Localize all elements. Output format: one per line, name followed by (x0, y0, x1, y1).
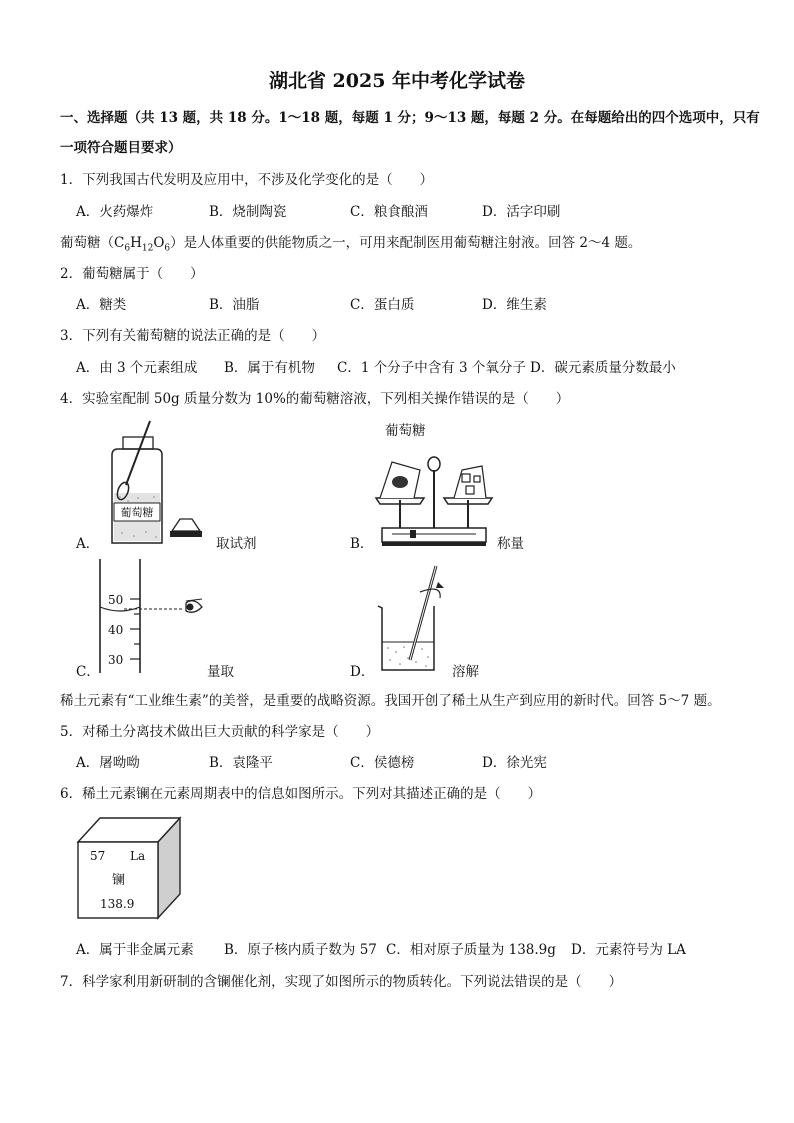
question-6-option-a: A．属于非金属元素 (76, 942, 194, 958)
reagent-jar-illustration (100, 415, 210, 550)
question-1-option-c: C．粮食酿酒 (350, 204, 428, 220)
figure-a-letter: A． (76, 536, 100, 552)
balance-illustration (370, 440, 496, 550)
figure-b-caption: 称量 (497, 536, 524, 552)
section-header-line2: 一项符合题目要求） (60, 140, 182, 156)
rare-earth-intro: 稀土元素有“工业维生素”的美誉，是重要的战略资源。我国开创了稀土从生产到应用的新时代。回答 5～7 题。 (60, 693, 721, 709)
question-2-option-d: D．维生素 (482, 297, 547, 313)
figure-c-caption: 量取 (207, 664, 234, 680)
question-7-stem: 7．科学家利用新研制的含镧催化剂，实现了如图所示的物质转化。下列说法错误的是（ ） (60, 974, 623, 990)
page-title: 湖北省 2025 年中考化学试卷 (268, 70, 526, 92)
element-name: 镧 (112, 873, 126, 888)
element-tile-lanthanum (74, 812, 184, 924)
question-5-option-b: B．袁隆平 (209, 755, 273, 771)
question-1-stem: 1．下列我国古代发明及应用中，不涉及化学变化的是（ ） (60, 172, 434, 188)
question-1-option-d: D．活字印刷 (482, 204, 561, 220)
question-6-option-d: D．元素符号为 LA (571, 942, 686, 958)
question-2-option-c: C．蛋白质 (350, 297, 415, 313)
figure-d-letter: D． (350, 664, 375, 680)
question-5-option-a: A．屠呦呦 (76, 755, 140, 771)
question-1-option-a: A．火药爆炸 (76, 204, 154, 220)
question-2-option-a: A．糖类 (76, 297, 127, 313)
question-5-option-c: C．侯德榜 (350, 755, 415, 771)
section-header-line1: 一、选择题（共 13 题，共 18 分。1～18 题，每题 1 分；9～13 题，每题 2 分。在每题给出的四个选项中，只有 (60, 110, 760, 126)
cylinder-tick-50: 50 (108, 593, 124, 607)
question-3-option-b: B．属于有机物 (224, 360, 315, 376)
question-6-option-b: B．原子核内质子数为 57 (224, 942, 377, 958)
beaker-stirring-illustration (372, 562, 462, 674)
question-3-option-c: C．1 个分子中含有 3 个氧分子 (337, 360, 526, 376)
question-4-stem: 4．实验室配制 50g 质量分数为 10%的葡萄糖溶液，下列相关操作错误的是（ ） (60, 391, 570, 407)
question-2-stem: 2．葡萄糖属于（ ） (60, 266, 204, 282)
figure-d-caption: 溶解 (452, 664, 479, 680)
question-1-option-b: B．烧制陶瓷 (209, 204, 287, 220)
element-atomic-mass: 138.9 (100, 897, 135, 911)
figure-a-caption: 取试剂 (216, 536, 257, 552)
graduated-cylinder-illustration (94, 557, 214, 675)
question-3-option-d: D．碳元素质量分数最小 (530, 360, 676, 376)
figure-c-letter: C． (76, 664, 100, 680)
question-5-stem: 5．对稀土分离技术做出巨大贡献的科学家是（ ） (60, 724, 380, 740)
figure-b-label: 葡萄糖 (385, 423, 426, 439)
figure-b-letter: B． (350, 536, 374, 552)
element-symbol: La (130, 849, 146, 863)
cylinder-tick-30: 30 (108, 653, 124, 667)
question-3-stem: 3．下列有关葡萄糖的说法正确的是（ ） (60, 328, 326, 344)
glucose-intro: 葡萄糖$(C_6H_{12}O_6)$是人体重要的供能物质之一，可用来配制医用葡萄糖注射液。回答 2～4 题。 (60, 235, 642, 254)
question-2-option-b: B．油脂 (209, 297, 260, 313)
cylinder-tick-40: 40 (108, 623, 124, 637)
question-6-stem: 6．稀土元素镧在元素周期表中的信息如图所示。下列对其描述正确的是（ ） (60, 786, 542, 802)
question-3-option-a: A．由 3 个元素组成 (76, 360, 198, 376)
reagent-jar-label: 葡萄糖 (120, 506, 154, 519)
question-5-option-d: D．徐光宪 (482, 755, 547, 771)
element-atomic-number: 57 (90, 849, 106, 863)
question-6-option-c: C．相对原子质量为 138.9g (386, 942, 556, 958)
